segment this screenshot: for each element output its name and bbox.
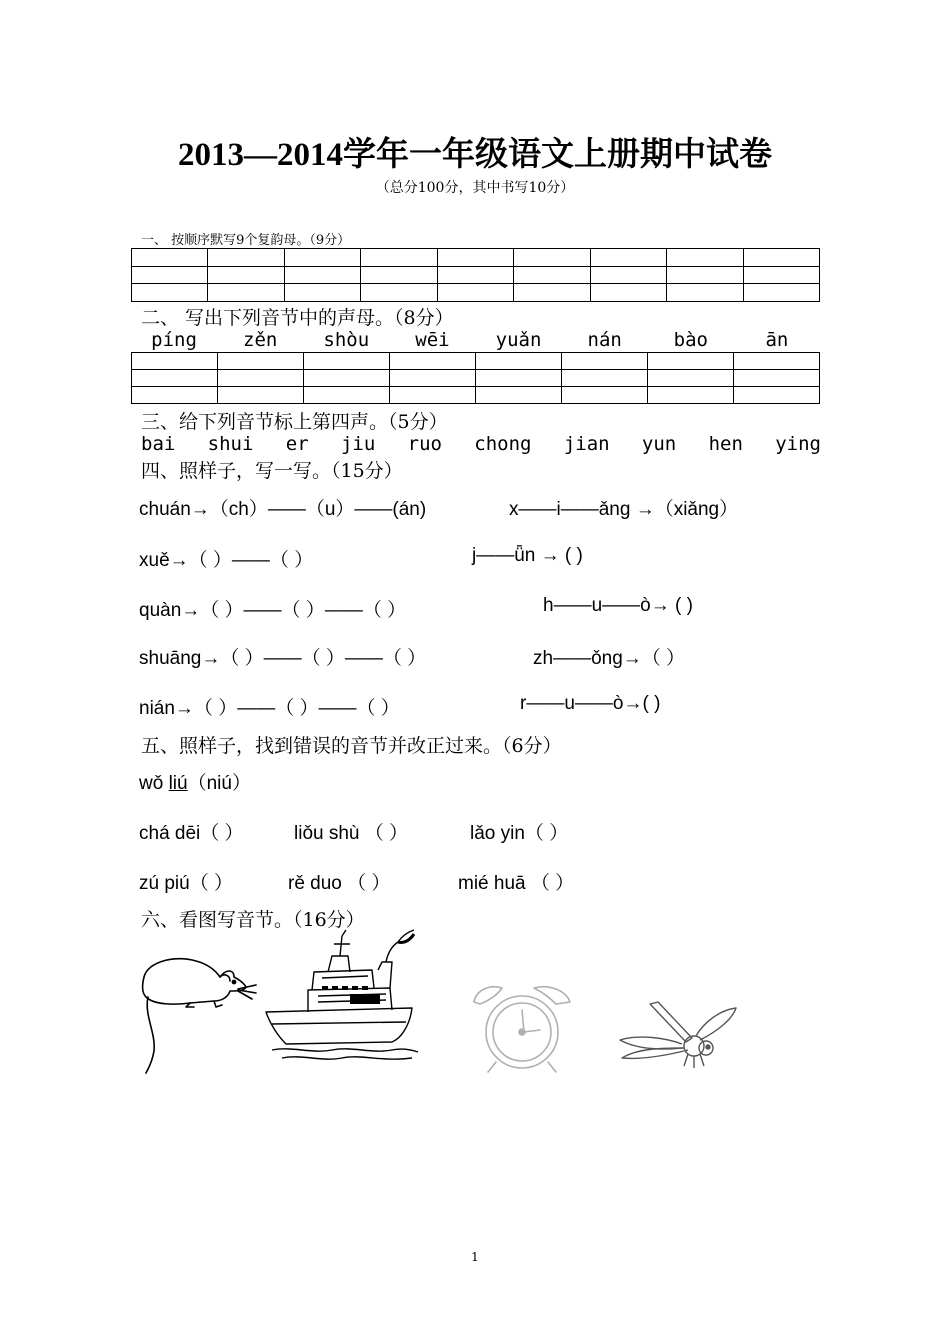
section3-heading: 三、给下列音节标上第四声。（5分） <box>141 411 448 433</box>
section3-syllable: yun <box>641 433 677 455</box>
answer-cell[interactable] <box>390 370 476 387</box>
section3-syllable: er <box>285 433 309 455</box>
answer-cell[interactable] <box>304 353 390 370</box>
answer-cell[interactable] <box>361 249 437 267</box>
section2-syllable: shòu <box>323 329 370 351</box>
page-number: 1 <box>471 1250 479 1264</box>
answer-cell[interactable] <box>743 266 820 284</box>
section3-syllables <box>141 433 821 455</box>
answer-cell[interactable] <box>132 370 218 387</box>
answer-cell[interactable] <box>734 370 820 387</box>
section4-line-5-right: r——u——ò→( ) <box>520 693 661 714</box>
answer-cell[interactable] <box>132 249 208 267</box>
answer-cell[interactable] <box>476 370 562 387</box>
section3-syllable: jiu <box>340 433 376 455</box>
answer-cell[interactable] <box>590 284 666 302</box>
answer-cell[interactable] <box>743 249 820 267</box>
answer-cell[interactable] <box>476 353 562 370</box>
page-subtitle: （总分100分，其中书写10分） <box>375 180 575 196</box>
answer-cell[interactable] <box>132 387 218 404</box>
answer-cell[interactable] <box>514 284 590 302</box>
section5-row-1-item-1: chá dēi（ ） <box>139 823 244 844</box>
answer-cell[interactable] <box>132 284 208 302</box>
section5-example-fix: （niú） <box>187 773 251 794</box>
answer-cell[interactable] <box>648 353 734 370</box>
section2-syllable: yuǎn <box>495 329 542 351</box>
answer-cell[interactable] <box>648 370 734 387</box>
answer-cell[interactable] <box>284 266 360 284</box>
answer-cell[interactable] <box>734 353 820 370</box>
section2-syllable: píng <box>151 329 197 351</box>
section3-syllable: bai <box>141 433 176 455</box>
answer-cell[interactable] <box>437 284 513 302</box>
answer-cell[interactable] <box>476 387 562 404</box>
section3-syllable: jian <box>563 433 610 455</box>
answer-cell[interactable] <box>562 370 648 387</box>
section2-syllable: nán <box>587 329 622 351</box>
section4-line-3-right: h——u——ò→ ( ) <box>543 595 693 616</box>
section4-line-4-left: shuāng→（ ）——（ ）——（ ） <box>139 648 427 669</box>
answer-cell[interactable] <box>734 387 820 404</box>
section6-heading: 六、看图写音节。（16分） <box>141 909 365 931</box>
section5-row-2-item-3: mié huā （ ） <box>458 873 575 894</box>
grid-row <box>132 387 820 404</box>
answer-cell[interactable] <box>514 249 590 267</box>
answer-cell[interactable] <box>437 249 513 267</box>
section4-line-2-left: xuě→（ ）——（ ） <box>139 550 314 571</box>
answer-cell[interactable] <box>667 266 743 284</box>
ship-picture <box>262 928 422 1070</box>
answer-cell[interactable] <box>218 387 304 404</box>
section1-answer-grid <box>131 248 820 302</box>
section2-answer-grid <box>131 352 820 404</box>
section5-heading: 五、照样子，找到错误的音节并改正过来。（6分） <box>141 735 562 757</box>
answer-cell[interactable] <box>743 284 820 302</box>
alarm-clock-picture <box>468 980 580 1078</box>
section3-syllable: ruo <box>407 433 442 455</box>
section4-line-1-right: x——i——ǎng →（xiǎng） <box>509 499 739 520</box>
section5-row-1-item-3: lǎo yin（ ） <box>470 823 569 844</box>
grid-row <box>132 249 820 267</box>
answer-cell[interactable] <box>390 353 476 370</box>
answer-cell[interactable] <box>304 370 390 387</box>
section5-example <box>139 768 251 795</box>
section5-example-word: wǒ <box>139 773 169 794</box>
answer-cell[interactable] <box>562 387 648 404</box>
section2-heading: 二、 写出下列音节中的声母。（8分） <box>141 307 454 329</box>
section4-line-4-right: zh——ǒng→（ ） <box>533 648 686 669</box>
answer-cell[interactable] <box>514 266 590 284</box>
grid-row <box>132 266 820 284</box>
section1-heading: 一、 按顺序默写9个复韵母。（9分） <box>141 233 351 248</box>
section4-line-1-left: chuán→（ch）——（u）——(án) <box>139 499 427 520</box>
section3-syllable: hen <box>708 433 743 455</box>
section4-heading: 四、照样子，写一写。（15分） <box>141 460 403 482</box>
section4-line-2-right: j——ǖn → ( ) <box>472 545 583 566</box>
section5-row-1-item-2: liǒu shù （ ） <box>294 823 409 844</box>
section2-syllable: zěn <box>243 329 278 351</box>
answer-cell[interactable] <box>361 266 437 284</box>
grid-row <box>132 370 820 387</box>
answer-cell[interactable] <box>132 353 218 370</box>
page-title: 2013—2014学年一年级语文上册期中试卷 <box>178 137 772 173</box>
section2-syllable: wēi <box>415 329 450 351</box>
section2-syllable: bào <box>673 329 708 351</box>
section3-syllable: shui <box>207 433 254 455</box>
answer-cell[interactable] <box>667 284 743 302</box>
answer-cell[interactable] <box>648 387 734 404</box>
section5-row-2-item-1: zú piú（ ） <box>139 873 233 894</box>
answer-cell[interactable] <box>218 370 304 387</box>
answer-cell[interactable] <box>361 284 437 302</box>
answer-cell[interactable] <box>284 249 360 267</box>
answer-cell[interactable] <box>132 266 208 284</box>
answer-cell[interactable] <box>437 266 513 284</box>
mouse-picture <box>134 955 258 1075</box>
section3-syllable: chong <box>474 433 532 455</box>
section3-syllable: ying <box>775 433 821 455</box>
answer-cell[interactable] <box>590 266 666 284</box>
answer-cell[interactable] <box>304 387 390 404</box>
answer-cell[interactable] <box>208 266 284 284</box>
answer-cell[interactable] <box>667 249 743 267</box>
answer-cell[interactable] <box>208 284 284 302</box>
answer-cell[interactable] <box>590 249 666 267</box>
grid-row <box>132 353 820 370</box>
section2-syllable: ān <box>765 329 789 351</box>
dragonfly-picture <box>612 998 740 1072</box>
answer-cell[interactable] <box>284 284 360 302</box>
section4-line-5-left: nián→（ ）——（ ）——（ ） <box>139 698 400 719</box>
answer-cell[interactable] <box>390 387 476 404</box>
answer-cell[interactable] <box>218 353 304 370</box>
section4-line-3-left: quàn→（ ）——（ ）——（ ） <box>139 600 407 621</box>
section5-example-error: liú <box>168 773 188 794</box>
answer-cell[interactable] <box>208 249 284 267</box>
section5-row-2-item-2: rě duo （ ） <box>288 873 391 894</box>
grid-row <box>132 284 820 302</box>
section2-syllables <box>131 329 820 351</box>
answer-cell[interactable] <box>562 353 648 370</box>
